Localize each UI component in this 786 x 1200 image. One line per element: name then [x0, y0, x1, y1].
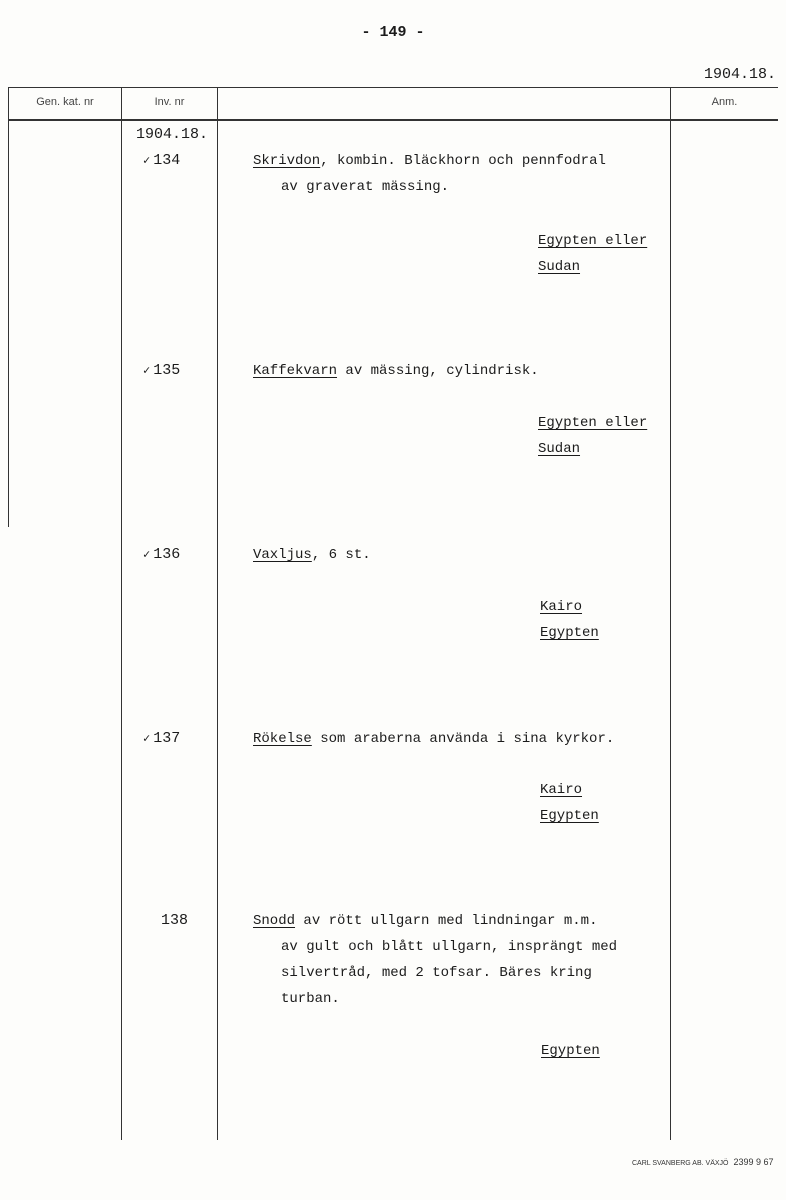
provenance: [540, 777, 599, 829]
provenance-line: Egypten eller: [538, 415, 648, 431]
object-term: Snodd: [253, 913, 296, 929]
inv-number: 138: [161, 912, 189, 929]
column-divider-inv-left: [121, 87, 122, 1140]
provenance: [538, 228, 647, 280]
check-mark: ✓: [143, 364, 151, 378]
header-catalog-ref: 1904.18.: [703, 66, 776, 83]
form-code: 2399 9 67: [733, 1157, 774, 1167]
check-mark: ✓: [143, 154, 151, 168]
page-number: - 149 -: [361, 24, 425, 41]
inv-number: ✓ 134: [143, 152, 181, 169]
provenance-line: Sudan: [538, 441, 581, 457]
provenance-line: Sudan: [538, 259, 581, 275]
entry-continuation: av gult och blått ullgarn, insprängt med silvertråd, med 2 tofsar. Bäres kring turban.: [281, 939, 618, 1007]
check-mark: ✓: [143, 548, 151, 562]
object-term: Vaxljus: [253, 547, 312, 563]
inv-number: ✓ 135: [143, 362, 181, 379]
entry-description: [253, 148, 606, 174]
provenance-line: Egypten: [540, 808, 599, 824]
column-divider-anm: [670, 87, 671, 1140]
column-header-inv: Inv. nr: [154, 96, 185, 108]
inv-number: ✓ 136: [143, 546, 181, 563]
column-header-gen-kat: Gen. kat. nr: [36, 96, 94, 108]
column-divider-inv-right: [217, 87, 218, 1140]
inv-year: 1904.18.: [136, 126, 209, 143]
table-top-rule: [8, 87, 778, 88]
entry-continuation: av graverat mässing.: [281, 179, 450, 195]
column-header-anm: Anm.: [711, 96, 738, 108]
provenance-line: Kairo: [540, 599, 583, 615]
object-term: Skrivdon: [253, 153, 321, 169]
description-text: av mässing, cylindrisk.: [337, 363, 539, 379]
description-text: , 6 st.: [311, 547, 371, 563]
entry-description: [253, 908, 597, 934]
entry-description: [253, 726, 614, 752]
object-term: Kaffekvarn: [253, 363, 338, 379]
check-mark: ✓: [143, 732, 151, 746]
description-text: som araberna använda i sina kyrkor.: [311, 731, 615, 747]
column-divider-gen: [8, 87, 9, 527]
provenance: [541, 1038, 600, 1064]
entry-description: [253, 542, 371, 568]
description-text: av rött ullgarn med lindningar m.m.: [295, 913, 598, 929]
provenance-line: Egypten: [540, 625, 599, 641]
provenance: [538, 410, 647, 462]
description-text: , kombin. Bläckhorn och pennfodral: [320, 153, 606, 169]
printer-footer: [632, 1157, 774, 1167]
object-term: Rökelse: [253, 731, 312, 747]
provenance-line: Egypten: [541, 1043, 600, 1059]
printer-name: CARL SVANBERG AB. VÄXJÖ: [632, 1160, 729, 1167]
provenance-line: Egypten eller: [538, 233, 648, 249]
table-header-rule: [8, 119, 778, 121]
inv-number: ✓ 137: [143, 730, 181, 747]
entry-description: [253, 358, 539, 384]
provenance-line: Kairo: [540, 782, 583, 798]
provenance: [540, 594, 599, 646]
